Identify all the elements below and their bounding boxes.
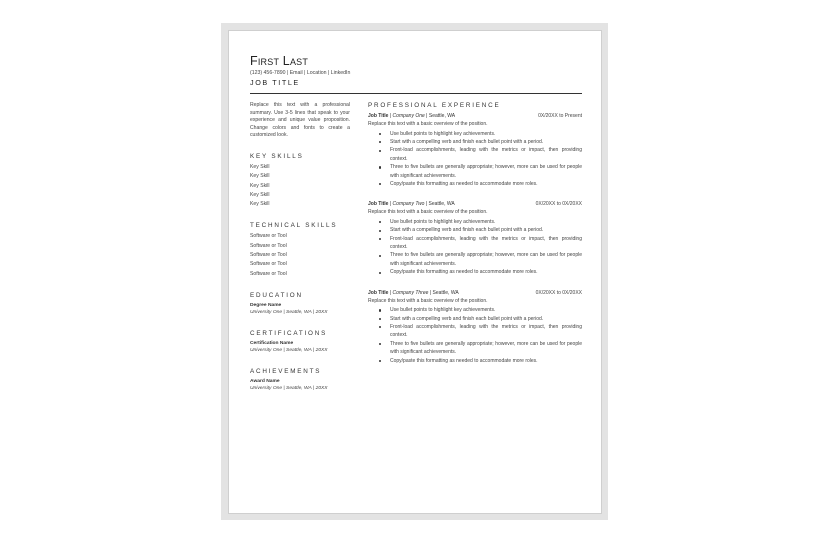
company-name: Company Three bbox=[392, 289, 429, 296]
right-column bbox=[368, 102, 582, 378]
achievement-bullet: Three to five bullets are generally appropriate; however, more can be used for people with significant achievements. bbox=[390, 164, 582, 179]
award-detail: University One | Seattle, WA | 20XX bbox=[250, 385, 328, 391]
achievement-bullet: Copy/paste this formatting as needed to accommodate more roles. bbox=[390, 268, 582, 276]
achievements-heading: ACHIEVEMENTS bbox=[250, 367, 322, 375]
job-title: Job Title bbox=[368, 201, 389, 208]
achievement-bullet: Use bullet points to highlight key achievements. bbox=[390, 130, 582, 138]
education-heading: EDUCATION bbox=[250, 291, 303, 299]
achievement-bullet: Use bullet points to highlight key achievements. bbox=[390, 218, 582, 226]
key-skill-item: Key Skill bbox=[250, 173, 270, 180]
achievement-bullet: Three to five bullets are generally appropriate; however, more can be used for people with significant achievements. bbox=[390, 252, 582, 267]
key-skill-item: Key Skill bbox=[250, 182, 270, 189]
achievement-list bbox=[368, 306, 582, 365]
key-skill-item: Key Skill bbox=[250, 201, 270, 208]
header-divider bbox=[250, 93, 582, 94]
technical-skill-item: Software or Tool bbox=[250, 242, 287, 249]
achievement-bullet: Use bullet points to highlight key achievements. bbox=[390, 306, 582, 314]
job-header: Job Title | Company One | Seattle, WA 0X/20XX to Present bbox=[368, 113, 582, 119]
job-title: Job Title bbox=[368, 289, 389, 296]
contact-line: (123) 456-7890 | Email | Location | LinkedIn bbox=[250, 70, 351, 76]
technical-skills-heading: TECHNICAL SKILLS bbox=[250, 222, 338, 230]
job-dates: 0X/20XX to Present bbox=[538, 113, 582, 119]
technical-skill-item: Software or Tool bbox=[250, 261, 287, 268]
award-name: Award Name bbox=[250, 378, 280, 384]
job-overview: Replace this text with a basic overview of the position. bbox=[368, 121, 488, 127]
achievement-list bbox=[368, 130, 582, 189]
job-location: Seattle, WA bbox=[432, 289, 459, 296]
job-dates: 0X/20XX to 0X/20XX bbox=[535, 289, 582, 296]
achievement-bullet: Start with a compelling verb and finish each bullet point with a period. bbox=[390, 226, 582, 234]
experience-heading: PROFESSIONAL EXPERIENCE bbox=[368, 102, 501, 109]
key-skill-item: Key Skill bbox=[250, 191, 270, 198]
certification-name: Certification Name bbox=[250, 340, 294, 346]
job-entry bbox=[368, 290, 582, 365]
job-overview: Replace this text with a basic overview of the position. bbox=[368, 209, 488, 216]
technical-skill-item: Software or Tool bbox=[250, 252, 287, 259]
job-title: Job Title bbox=[368, 113, 389, 119]
achievement-bullet: Front-load accomplishments, leading with the metrics or impact, then providing context. bbox=[390, 324, 582, 339]
job-title-heading: JOB TITLE bbox=[250, 78, 300, 87]
job-header: Job Title | Company Two | Seattle, WA 0X/20XX to 0X/20XX bbox=[368, 201, 582, 208]
achievement-bullet: Three to five bullets are generally appropriate; however, more can be used for people with significant achievements. bbox=[390, 340, 582, 356]
key-skills-heading: KEY SKILLS bbox=[250, 152, 304, 160]
job-location: Seattle, WA bbox=[428, 113, 456, 119]
key-skill-item: Key Skill bbox=[250, 163, 270, 170]
degree-name: Degree Name bbox=[250, 302, 282, 308]
company-name: Company Two bbox=[392, 201, 425, 208]
achievement-bullet: Start with a compelling verb and finish each bullet point with a period. bbox=[390, 138, 582, 146]
job-dates: 0X/20XX to 0X/20XX bbox=[535, 201, 582, 208]
job-entry bbox=[368, 201, 582, 276]
technical-skill-item: Software or Tool bbox=[250, 270, 287, 277]
technical-skill-item: Software or Tool bbox=[250, 233, 287, 240]
job-header: Job Title | Company Three | Seattle, WA 0X/20XX to 0X/20XX bbox=[368, 289, 582, 296]
achievement-bullet: Front-load accomplishments, leading with the metrics or impact, then providing context. bbox=[390, 147, 582, 162]
certifications-heading: CERTIFICATIONS bbox=[250, 329, 328, 337]
job-entry bbox=[368, 113, 582, 188]
left-column bbox=[250, 102, 350, 392]
resume-name: First Last bbox=[250, 54, 309, 68]
professional-summary: Replace this text with a professional summary. Use 3-5 lines that speak to your experience and unique value proposition. Change colors and fonts to create a customized look. bbox=[250, 102, 350, 139]
achievement-bullet: Copy/paste this formatting as needed to accommodate more roles. bbox=[390, 357, 582, 365]
resume-page bbox=[228, 30, 602, 514]
achievement-list bbox=[368, 218, 582, 277]
achievement-bullet: Copy/paste this formatting as needed to accommodate more roles. bbox=[390, 180, 582, 188]
job-overview: Replace this text with a basic overview of the position. bbox=[368, 297, 488, 304]
achievement-bullet: Start with a compelling verb and finish each bullet point with a period. bbox=[390, 315, 582, 323]
certification-detail: University One | Seattle, WA | 20XX bbox=[250, 348, 328, 354]
company-name: Company One bbox=[392, 113, 425, 119]
degree-detail: University One | Seattle, WA | 20XX bbox=[250, 310, 328, 316]
job-location: Seattle, WA bbox=[428, 201, 455, 208]
achievement-bullet: Front-load accomplishments, leading with the metrics or impact, then providing context. bbox=[390, 235, 582, 251]
